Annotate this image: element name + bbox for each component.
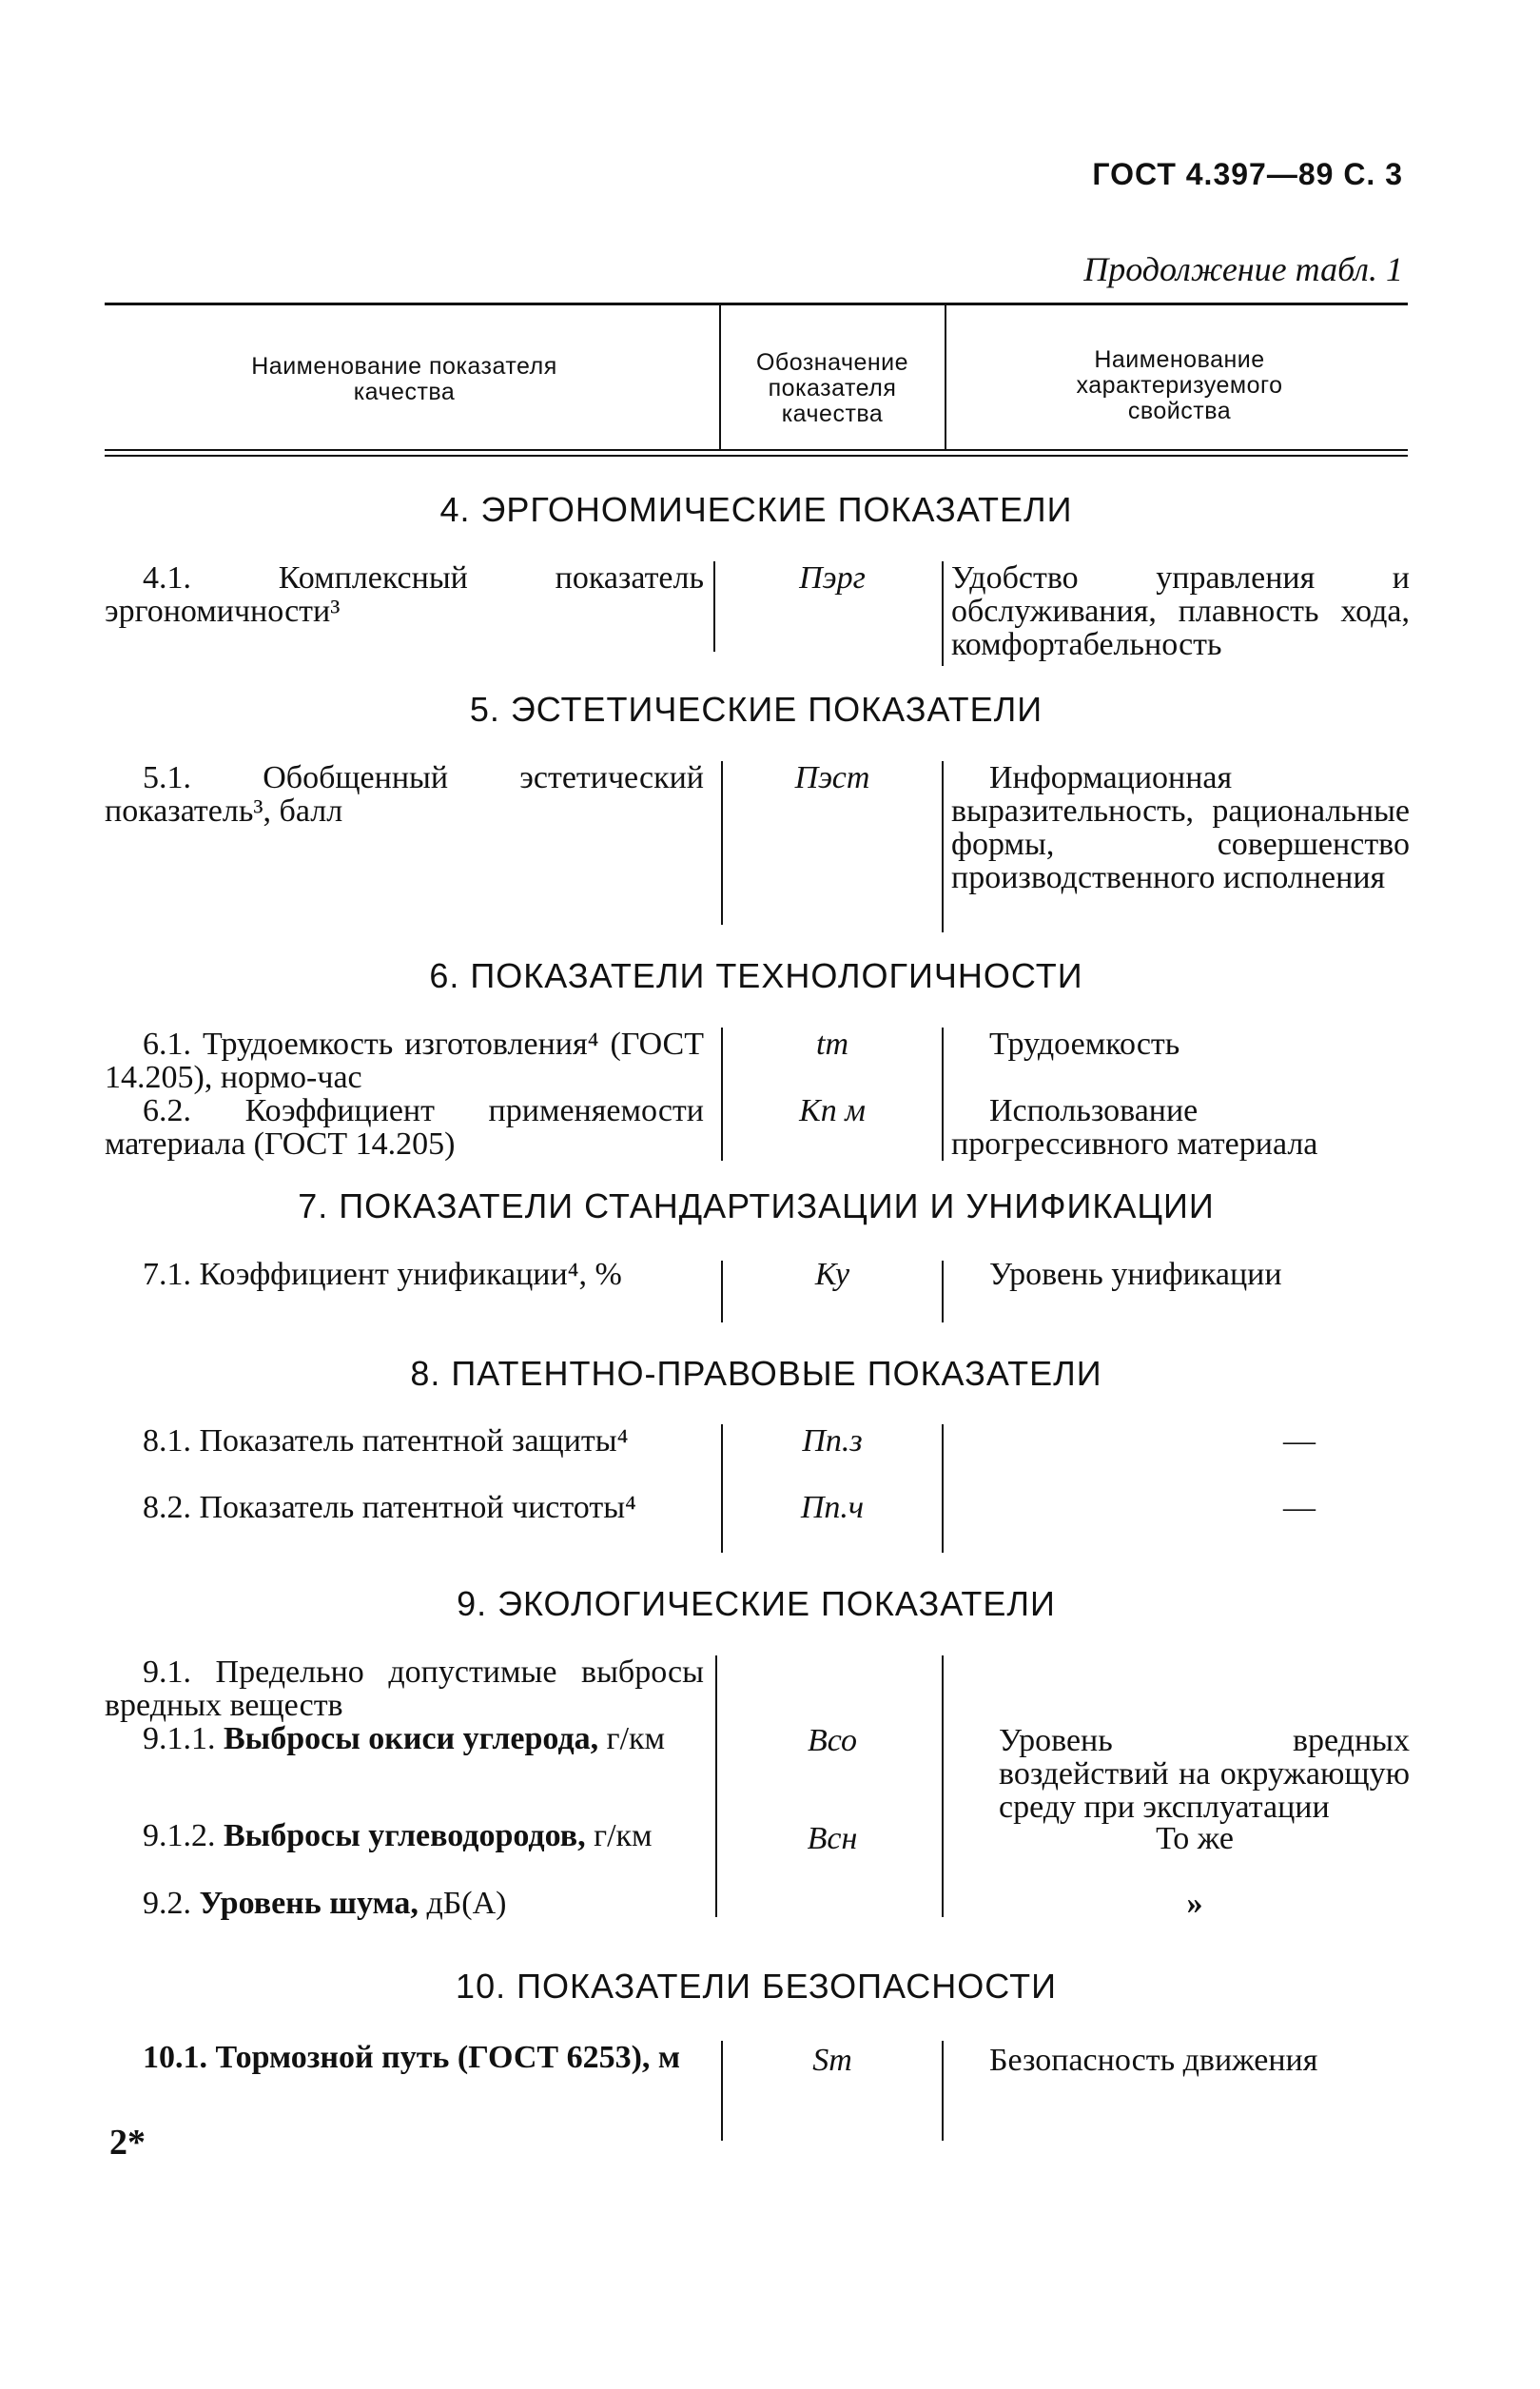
section-title: 6. ПОКАЗАТЕЛИ ТЕХНОЛОГИЧНОСТИ	[429, 956, 1083, 995]
section-title: 8. ПАТЕНТНО-ПРАВОВЫЕ ПОКАЗАТЕЛИ	[410, 1354, 1102, 1393]
indicator-name: 8.1. Показатель патентной защиты⁴	[143, 1423, 629, 1459]
header-divider-1	[719, 304, 721, 449]
column-divider	[721, 1424, 723, 1553]
indicator-unit: г/км	[585, 1818, 653, 1853]
indicator-symbol: Ку	[814, 1257, 850, 1292]
indicator-name	[105, 1819, 704, 1852]
indicator-name-bold: Уровень шума,	[199, 1886, 419, 1921]
indicator-unit: дБ(А)	[418, 1886, 507, 1921]
indicator-name	[105, 1722, 704, 1755]
indicator-name: 7.1. Коэффициент унификации⁴, %	[143, 1257, 622, 1292]
column-divider	[721, 1261, 723, 1322]
column-header-symbol: Обозначение показателя качества	[755, 349, 909, 427]
indicator-symbol: Пп.ч	[800, 1490, 865, 1525]
indicator-symbol: Bсо	[807, 1723, 857, 1758]
column-divider	[942, 1655, 944, 1917]
indicator-name-bold: Выбросы окиси углерода,	[224, 1721, 599, 1756]
characterized-property: Удобство управления и обслуживания, плавность хода, комфортабельность	[951, 560, 1410, 662]
indicator-name: 9.1. Предельно допустимые выбросы вредных веществ	[105, 1655, 704, 1723]
section-title: 7. ПОКАЗАТЕЛИ СТАНДАРТИЗАЦИИ И УНИФИКАЦИИ	[298, 1186, 1215, 1225]
column-divider	[942, 761, 944, 932]
indicator-name: 6.2. Коэффициент применяемости материала (ГОСТ 14.205)	[105, 1093, 704, 1162]
header-divider-2	[945, 304, 946, 449]
column-header-property: Наименование характеризуемого свойства	[1076, 346, 1283, 424]
characterized-property: »	[1186, 1886, 1203, 1921]
column-divider	[942, 561, 944, 666]
column-divider	[942, 2041, 944, 2141]
characterized-property: Уровень унификации	[989, 1257, 1282, 1292]
characterized-property: Безопасность движения	[989, 2043, 1318, 2078]
characterized-property: —	[1283, 1490, 1316, 1525]
column-divider	[715, 1655, 717, 1917]
column-divider	[713, 561, 715, 652]
indicator-name: 6.1. Трудоемкость изготовления⁴ (ГОСТ 14.205), нормо-час	[105, 1027, 704, 1095]
header-bottom-rule-2	[105, 455, 1408, 457]
indicator-symbol: Bсн	[807, 1821, 858, 1856]
section-title: 10. ПОКАЗАТЕЛИ БЕЗОПАСНОСТИ	[456, 1967, 1057, 2006]
column-divider	[721, 761, 723, 925]
column-divider	[942, 1261, 944, 1322]
section-title: 9. ЭКОЛОГИЧЕСКИЕ ПОКАЗАТЕЛИ	[457, 1584, 1056, 1623]
column-divider	[942, 1424, 944, 1553]
indicator-name	[105, 1887, 704, 1920]
indicator-name: 5.1. Обобщенный эстетический показатель³, балл	[105, 760, 704, 829]
indicator-name: 8.2. Показатель патентной чистоты⁴	[143, 1490, 636, 1525]
column-divider	[942, 1028, 944, 1161]
characterized-property: Уровень вредных воздействий на окружающую среду при эксплуатации	[999, 1723, 1410, 1825]
table-continuation-label: Продолжение табл. 1	[1083, 250, 1403, 288]
indicator-symbol: Пэст	[794, 760, 870, 795]
indicator-symbol: Кп м	[799, 1093, 866, 1128]
indicator-unit: г/км	[598, 1721, 666, 1756]
indicator-name: 10.1. Тормозной путь (ГОСТ 6253), м	[143, 2040, 681, 2075]
characterized-property: Трудоемкость	[989, 1027, 1180, 1062]
characterized-property: Информационная выразительность, рациональные формы, совершенство производственного исполнения	[951, 760, 1410, 895]
indicator-symbol: Sт	[812, 2043, 852, 2078]
column-divider	[721, 2041, 723, 2141]
indicator-symbol: Пэрг	[799, 560, 866, 596]
indicator-number: 9.1.1.	[143, 1721, 224, 1756]
characterized-property: То же	[1156, 1821, 1234, 1856]
section-title: 4. ЭРГОНОМИЧЕСКИЕ ПОКАЗАТЕЛИ	[439, 490, 1073, 529]
page-mark: 2*	[109, 2123, 146, 2163]
section-title: 5. ЭСТЕТИЧЕСКИЕ ПОКАЗАТЕЛИ	[469, 690, 1043, 729]
column-divider	[721, 1028, 723, 1161]
indicator-symbol: Пп.з	[802, 1423, 863, 1459]
header-top-rule	[105, 303, 1408, 305]
indicator-number: 9.2.	[143, 1886, 200, 1921]
characterized-property: Использование прогрессивного материала	[951, 1093, 1318, 1162]
running-head: ГОСТ 4.397—89 С. 3	[1092, 157, 1403, 191]
indicator-number: 9.1.2.	[143, 1818, 224, 1853]
characterized-property: —	[1283, 1423, 1316, 1459]
indicator-name: 4.1. Комплексный показатель эргономичности³	[105, 560, 704, 629]
indicator-name-bold: Выбросы углеводородов,	[224, 1818, 586, 1853]
indicator-symbol: tт	[816, 1027, 848, 1062]
column-header-name: Наименование показателя качества	[251, 353, 557, 405]
header-bottom-rule	[105, 449, 1408, 451]
